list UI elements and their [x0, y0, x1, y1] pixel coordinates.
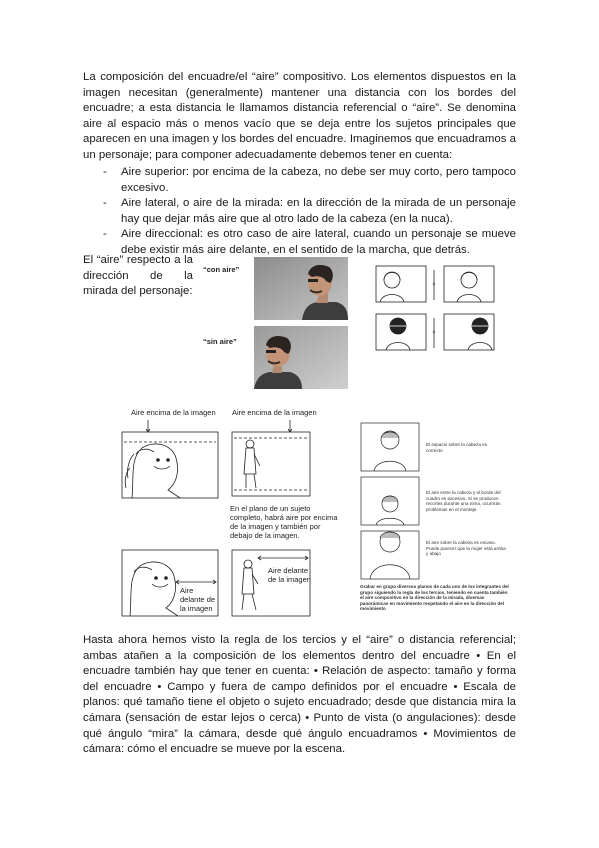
label-sin-aire: “sin aire”	[203, 337, 237, 346]
list-item-text: Aire superior: por encima de la cabeza, no debe ser muy corto, pero tampoco excesivo.	[121, 166, 516, 194]
svg-text:≠: ≠	[432, 282, 436, 288]
full-body-diagram	[230, 418, 312, 498]
label-aire-encima-1: Aire encima de la imagen	[131, 408, 216, 417]
aire-list	[83, 165, 516, 259]
label-con-aire: “con aire”	[203, 265, 240, 274]
card-head-correct	[360, 422, 420, 472]
svg-text:≠: ≠	[432, 330, 436, 336]
card-text-1: El espacio sobre la cabeza es correcto	[426, 442, 488, 453]
label-aire-encima-2: Aire encima de la imagen	[232, 408, 317, 417]
photo-sin-aire	[254, 326, 348, 389]
list-dash: -	[103, 197, 107, 210]
photo-con-aire	[254, 257, 348, 320]
list-dash: -	[103, 166, 107, 178]
list-item-text: Aire direccional: es otro caso de aire lateral, cuando un personaje se mueve debe existir más aire delante, en el sentido de la marcha, que detrás.	[121, 228, 516, 256]
card-head-scarce	[360, 530, 420, 580]
label-aire-delante-2: Aire delante de la imagen	[268, 566, 311, 584]
card-text-2: El aire entre la cabeza y el borde del cuadro es excesivo. Si se producen recortes durante una toma, ocurrirán problemas en el montaje	[426, 490, 501, 512]
face-closeup-diagram	[120, 418, 220, 500]
intro-paragraph: La composición del encuadre/el “aire” compositivo. Los elementos dispuestos en la imagen necesitan (generalmente) mantener una distancia con los bordes del encuadre; a esta distancia le llamamos distancia referencial o “aire”. Se denomina aire al espacio más o menos vacío que se deja entre los sujetos principales que aparecen en una imagen y los bordes del encuadre. Imaginemos que encuadramos a un personaje; para componer adecuadamente debemos tener en cuenta:	[83, 71, 516, 161]
head-frames-illustration	[372, 262, 512, 352]
list-item-text: Aire lateral, o aire de la mirada: en la dirección de la mirada de un personaje hay que dejar más aire que al otro lado de la cabeza (en la nuca).	[121, 197, 516, 225]
label-aire-delante-1: Aire delante de la imagen	[180, 586, 216, 613]
list-dash: -	[103, 228, 107, 241]
final-paragraph: Hasta ahora hemos visto la regla de los tercios y el “aire” o distancia referencial; ambas atañen a la composición de los elementos dentro del encuadre • En el encuadre también hay que tener en cuenta: • Relación de aspecto: tamaño y forma del encuadre • Campo y fuera de campo definidos por el encuadre • Escala de planos: qué tamaño tiene el objeto o sujeto encuadrado; desde que distancia mira la cámara (sensación de estar lejos o cerca) • Punto de vista (o angulaciones): desde qué ángulo “mira” la cámara, desde qué ángulo encuadramos • Movimientos de cámara: cómo el encuadre se mueve por la escena.	[83, 634, 516, 756]
list-item	[83, 196, 516, 227]
card-text-3: El aire sobre la cabeza es escaso. Puede parecer que la mujer está arriba y abajo	[426, 540, 506, 557]
bottom-note: Grabar en grupo diversos planos de cada uno de los integrantes del grupo siguiendo la regla de los tercios, teniendo en cuenta también el aire compositivo en la dirección de la mirada, diversas panorámicas en movimiento respetando el aire en la dirección del movimiento	[360, 584, 509, 612]
list-item	[83, 165, 516, 196]
card-head-excess	[360, 476, 420, 526]
side-caption: El “aire” respecto a la dirección de la mirada del personaje:	[83, 254, 193, 298]
label-plano-sujeto: En el plano de un sujeto completo, habrá aire por encima de la imagen y también por debajo de la imagen.	[230, 504, 338, 540]
